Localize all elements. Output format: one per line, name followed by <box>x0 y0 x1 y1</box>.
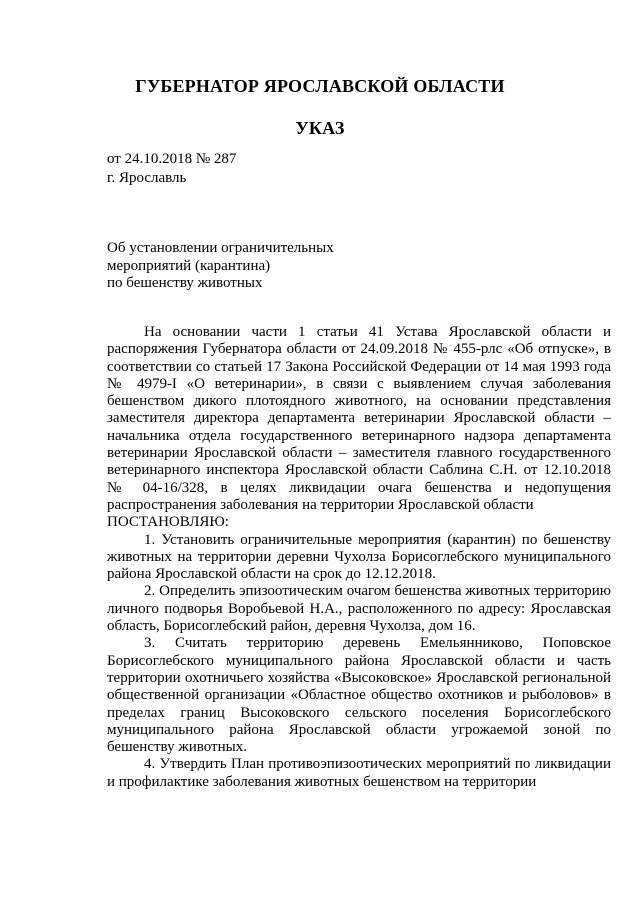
item-3-paragraph: 3. Считать территорию деревень Емельянниково, Поповское Борисоглебского муниципального района Ярославской области и часть территории охотничьего хозяйства «Высоковское» Ярославской региональной общественной организации «Областное общество охотников и рыболовов» в пределах границ Высоковского сельского поселения Борисоглебского муниципального района Ярославской области угрожаемой зоной по бешенству животных. <box>107 635 611 756</box>
city: г. Ярославль <box>107 170 187 186</box>
item-1-paragraph: 1. Установить ограничительные мероприятия (карантин) по бешенству животных на территории деревни Чухолза Борисоглебского муниципального района Ярославской области на срок до 12.12.2018. <box>107 531 611 583</box>
subject-line-1: Об установлении ограничительных <box>107 240 334 256</box>
decree-word: ПОСТАНОВЛЯЮ: <box>107 514 229 531</box>
issuer-title: ГУБЕРНАТОР ЯРОСЛАВСКОЙ ОБЛАСТИ <box>135 76 505 96</box>
subject-line-3: по бешенству животных <box>107 275 263 291</box>
item-4-paragraph: 4. Утвердить План противоэпизоотических мероприятий по ликвидации и профилактике заболевания животных бешенством на территории <box>107 756 611 790</box>
date-number: от 24.10.2018 № 287 <box>107 151 237 167</box>
document-body <box>107 324 611 791</box>
document-type: УКАЗ <box>295 118 345 138</box>
subject-line-2: мероприятий (карантина) <box>107 258 271 274</box>
item-2-paragraph: 2. Определить эпизоотическим очагом бешенства животных территорию личного подворья Воробьевой Н.А., расположенного по адресу: Ярославская область, Борисоглебский район, деревня Чухолза, дом 16. <box>107 583 611 635</box>
preamble-paragraph: На основании части 1 статьи 41 Устава Ярославской области и распоряжения Губернатора области от 24.09.2018 № 455-рлс «Об отпуске», в соответствии со статьей 17 Закона Российской Федерации от 14 мая 1993 года № 4979-I «О ветеринарии», в связи с выявлением случая заболевания бешенством дикого плотоядного животного, на основании представления заместителя директора департамента ветеринарии Ярославской области – начальника отдела государственного ветеринарного надзора департамента ветеринарии Ярославской области – заместителя главного государственного ветеринарного инспектора Ярославской области Саблина С.Н. от 12.10.2018 № 04-16/328, в целях ликвидации очага бешенства и недопущения распространения заболевания на территории Ярославской области <box>107 324 611 513</box>
